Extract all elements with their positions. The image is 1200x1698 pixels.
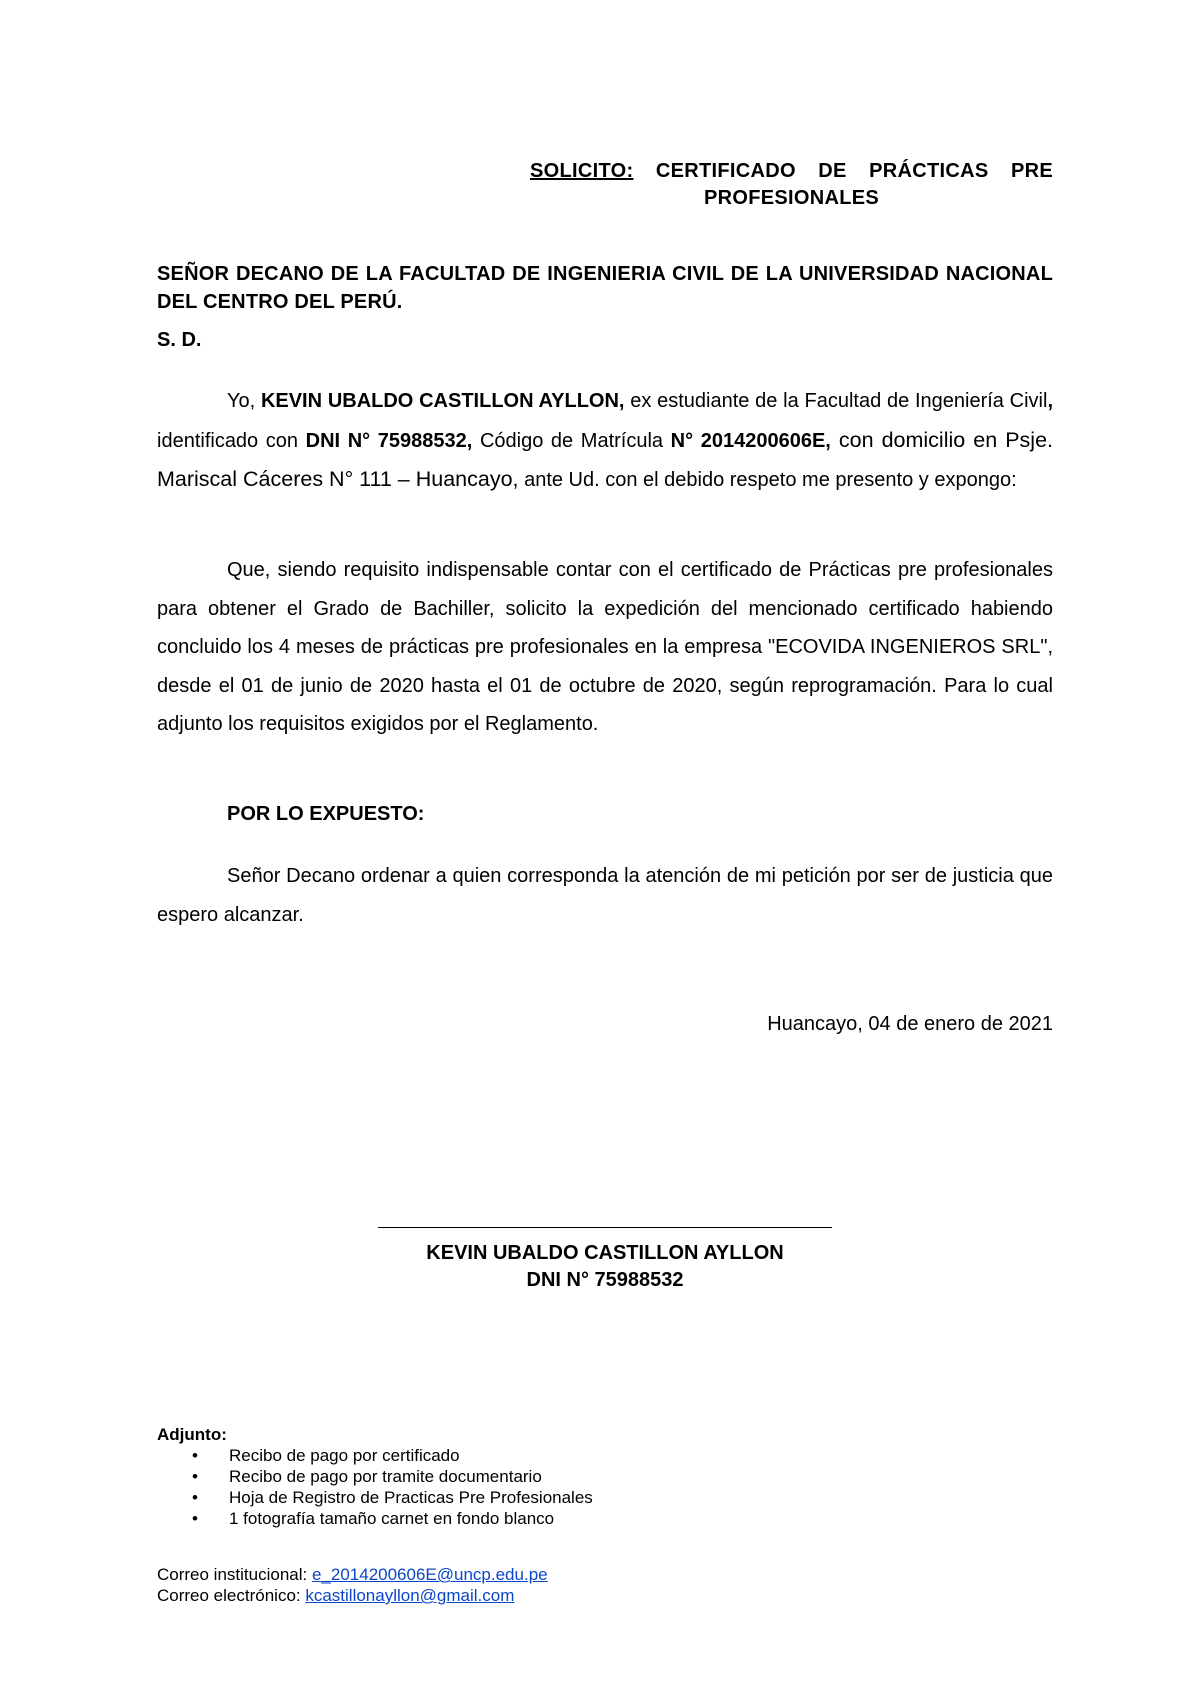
personal-email-line bbox=[157, 1585, 1053, 1606]
signature-dni: DNI N° 75988532 bbox=[526, 1269, 684, 1291]
text-run: Que, siendo requisito indispensable contar con el certificado de Prácticas pre profesionales para obtener el Grado de Bachiller, solicito la expedición del mencionado certificado habiendo concluido los 4 meses de prácticas pre profesionales en la empresa bbox=[157, 559, 1053, 658]
personal-email-label: Correo electrónico: bbox=[157, 1586, 306, 1605]
subject-label: SOLICITO: bbox=[530, 160, 634, 182]
attachments-section bbox=[157, 1424, 1053, 1529]
list-item bbox=[157, 1508, 1053, 1529]
company-name: "ECOVIDA INGENIEROS SRL" bbox=[768, 636, 1048, 658]
subject-word: PRE bbox=[1010, 160, 1053, 182]
applicant-name: KEVIN UBALDO CASTILLON AYLLON, bbox=[260, 390, 625, 412]
contact-section bbox=[157, 1564, 1053, 1606]
attachments-list bbox=[157, 1445, 1053, 1529]
paragraph-request bbox=[157, 551, 1053, 744]
address-text: con domicilio en Psje. Mariscal Cáceres N° 111 – Huancayo, bbox=[157, 427, 1053, 491]
paragraph-introduction bbox=[157, 382, 1053, 500]
text-run: ante Ud. con el debido respeto me presento y expongo: bbox=[518, 469, 1017, 491]
signature-line bbox=[378, 1227, 832, 1228]
subject-word: PRÁCTICAS bbox=[869, 160, 989, 182]
subject-word: DE bbox=[818, 160, 847, 182]
list-item bbox=[157, 1466, 1053, 1487]
paragraph-closing: Señor Decano ordenar a quien corresponda la atención de mi petición por ser de justicia que espero alcanzar. bbox=[157, 865, 1053, 926]
list-item-text: Recibo de pago por tramite documentario bbox=[229, 1467, 542, 1486]
subject-block bbox=[530, 158, 1053, 212]
text-run: , desde el 01 de junio de 2020 hasta el 01 de octubre de 2020, según reprogramación. Para lo cual adjunto los requisitos exigidos por el Reglamento. bbox=[157, 636, 1053, 735]
text-run: identificado con bbox=[157, 429, 306, 452]
salutation-sd: S. D. bbox=[157, 329, 202, 351]
list-item bbox=[157, 1487, 1053, 1508]
institutional-email-line bbox=[157, 1564, 1053, 1585]
list-item-text: 1 fotografía tamaño carnet en fondo blanco bbox=[229, 1509, 555, 1528]
enrollment-code: N° 2014200606E, bbox=[670, 429, 831, 452]
text-run: ex estudiante de la Facultad de Ingeniería Civil bbox=[624, 390, 1048, 412]
signature-name: KEVIN UBALDO CASTILLON AYLLON bbox=[426, 1242, 784, 1264]
bullet-icon: • bbox=[192, 1488, 198, 1507]
applicant-dni: DNI N° 75988532, bbox=[305, 429, 473, 452]
personal-email-link[interactable]: kcastillonayllon@gmail.com bbox=[305, 1586, 515, 1605]
por-lo-expuesto-heading: POR LO EXPUESTO: bbox=[227, 803, 425, 825]
subject-word: CERTIFICADO bbox=[655, 160, 796, 182]
subject-line-2: PROFESIONALES bbox=[703, 187, 880, 209]
addressee: SEÑOR DECANO DE LA FACULTAD DE INGENIERIA CIVIL DE LA UNIVERSIDAD NACIONAL DEL CENTRO DEL PERÚ. bbox=[157, 263, 1053, 313]
list-item bbox=[157, 1445, 1053, 1466]
bullet-icon: • bbox=[192, 1467, 198, 1486]
text-run: , bbox=[1047, 390, 1053, 412]
attachments-heading: Adjunto: bbox=[157, 1425, 227, 1444]
bullet-icon: • bbox=[192, 1509, 198, 1528]
subject-line-1 bbox=[530, 158, 1053, 185]
text-run: Yo, bbox=[227, 390, 261, 412]
text-run: Código de Matrícula bbox=[472, 429, 671, 452]
institutional-email-link[interactable]: e_2014200606E@uncp.edu.pe bbox=[311, 1565, 548, 1584]
list-item-text: Hoja de Registro de Practicas Pre Profesionales bbox=[229, 1488, 593, 1507]
date-line: Huancayo, 04 de enero de 2021 bbox=[767, 1013, 1053, 1035]
institutional-email-label: Correo institucional: bbox=[157, 1565, 312, 1584]
bullet-icon: • bbox=[192, 1446, 198, 1465]
list-item-text: Recibo de pago por certificado bbox=[229, 1446, 460, 1465]
